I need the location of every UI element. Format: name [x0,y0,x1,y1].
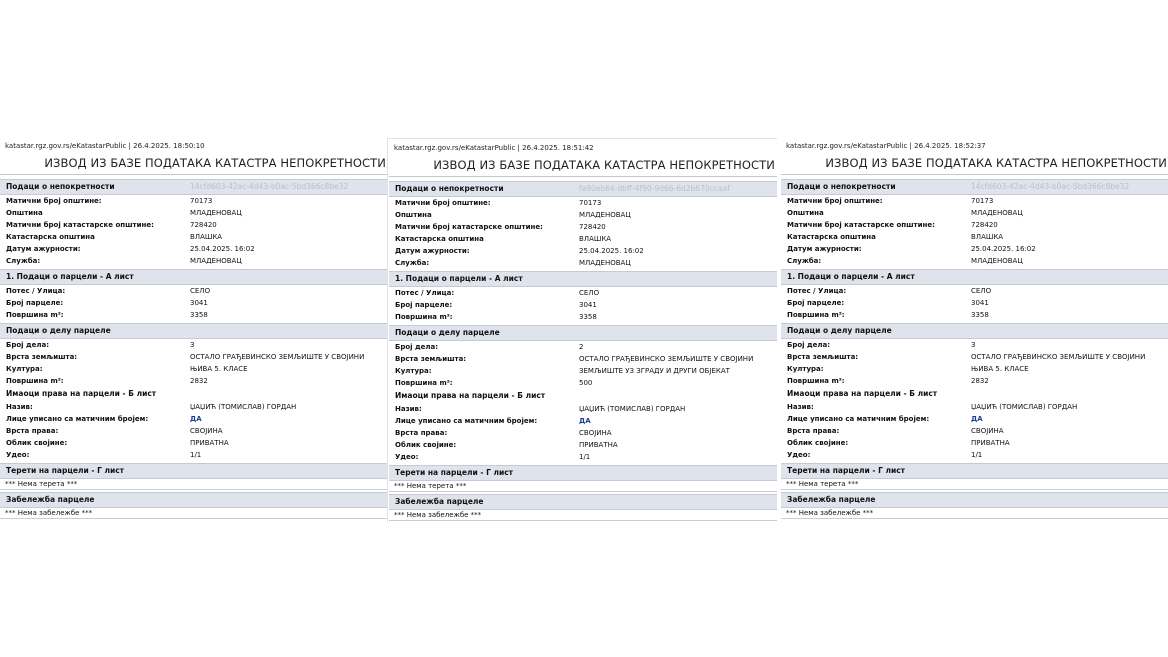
row-service: Служба: МЛАДЕНОВАЦ [6,257,242,265]
row-cadastral-municipality: Катастарска општина ВЛАШКА [787,233,1004,241]
row-municipality: Општина МЛАДЕНОВАЦ [395,211,631,219]
row-municipality: Општина МЛАДЕНОВАЦ [6,209,242,217]
page-header: katastar.rgz.gov.rs/eKatastarPublic | 26.4.2025. 18:50:10 [5,142,205,150]
row-service: Служба: МЛАДЕНОВАЦ [395,259,631,267]
row-culture: Култура: ЊИВА 5. КЛАСЕ [6,365,248,373]
row-cadastral-municipality-id: Матични број катастарске општине: 728420 [395,223,606,231]
row-cadastral-municipality: Катастарска општина ВЛАШКА [6,233,223,241]
row-cadastral-municipality-id: Матични број катастарске општине: 728420 [787,221,998,229]
row-right-type: Врста права: СВОЈИНА [787,427,1004,435]
row-part-area: Површина m²: 500 [395,379,593,387]
row-update-date: Датум ажурности: 25.04.2025. 16:02 [787,245,1036,253]
row-cadastral-municipality-id: Матични број катастарске општине: 728420 [6,221,217,229]
section-parcel-a-sheet: 1. Подаци о парцели - А лист [781,269,1168,285]
row-owner-name: Назив: ЏАЏИЋ (ТОМИСЛАВ) ГОРДАН [787,403,1078,411]
document-uuid: 14cfd603-42ac-4d43-b0ac-5bd366c8be32 [971,182,1130,191]
row-area: Површина m²: 3358 [395,313,597,321]
row-registered-person: Лице уписано са матичним бројем: ДА [787,415,983,423]
row-right-type: Врста права: СВОЈИНА [395,429,612,437]
section-burdens-g-sheet: Терети на парцели - Г лист [781,463,1168,479]
row-municipality-id: Матични број општине: 70173 [395,199,602,207]
section-property-data: Подаци о непокретности 14cfd603-42ac-4d43-b0ac-5bd366c8be32 [781,179,1168,195]
section-rights-holders: Имаоци права на парцели - Б лист [6,389,157,398]
document-title: ИЗВОД ИЗ БАЗЕ ПОДАТАКА КАТАСТРА НЕПОКРЕТНОСТИ [44,156,386,170]
row-area: Површина m²: 3358 [787,311,989,319]
section-property-data: Подаци о непокретности 14cfd603-42ac-4d43-b0ac-5bd366c8be32 [0,179,388,195]
row-part-area: Површина m²: 2832 [6,377,208,385]
row-street: Потес / Улица: СЕЛО [6,287,211,295]
row-municipality-id: Матични број општине: 70173 [787,197,994,205]
row-part-number: Број дела: 3 [787,341,976,349]
section-parcel-part: Подаци о делу парцеле [389,325,777,341]
section-burdens-g-sheet: Терети на парцели - Г лист [389,465,777,481]
row-ownership-form: Облик својине: ПРИВАТНА [6,439,229,447]
section-parcel-part: Подаци о делу парцеле [0,323,388,339]
document-uuid: fa90eb64-dbff-4f90-9d66-6d2b670ccaaf [579,184,730,193]
row-owner-name: Назив: ЏАЏИЋ (ТОМИСЛАВ) ГОРДАН [395,405,686,413]
row-municipality: Општина МЛАДЕНОВАЦ [787,209,1023,217]
section-parcel-a-sheet: 1. Подаци о парцели - А лист [389,271,777,287]
page-header: katastar.rgz.gov.rs/eKatastarPublic | 26.4.2025. 18:52:37 [786,142,986,150]
section-parcel-notes: Забележба парцеле [0,492,388,508]
burdens-note: *** Нема терета *** [781,479,1168,490]
document-title: ИЗВОД ИЗ БАЗЕ ПОДАТАКА КАТАСТРА НЕПОКРЕТНОСТИ [433,158,775,172]
row-update-date: Датум ажурности: 25.04.2025. 16:02 [6,245,255,253]
parcel-notes-note: *** Нема забележбе *** [389,510,777,521]
row-registered-person: Лице уписано са матичним бројем: ДА [6,415,202,423]
row-part-area: Површина m²: 2832 [787,377,989,385]
extract-panel-2 [389,142,777,521]
section-parcel-part: Подаци о делу парцеле [781,323,1168,339]
row-part-number: Број дела: 2 [395,343,584,351]
burdens-note: *** Нема терета *** [0,479,388,490]
row-parcel-number: Број парцеле: 3041 [395,301,597,309]
section-burdens-g-sheet: Терети на парцели - Г лист [0,463,388,479]
section-rights-holders: Имаоци права на парцели - Б лист [787,389,938,398]
row-parcel-number: Број парцеле: 3041 [6,299,208,307]
row-right-type: Врста права: СВОЈИНА [6,427,223,435]
section-parcel-a-sheet: 1. Подаци о парцели - А лист [0,269,388,285]
row-share: Удео: 1/1 [6,451,202,459]
row-update-date: Датум ажурности: 25.04.2025. 16:02 [395,247,644,255]
row-land-type: Врста земљишта: ОСТАЛО ГРАЂЕВИНСКО ЗЕМЉИШТЕ У СВОЈИНИ [6,353,365,361]
row-cadastral-municipality: Катастарска општина ВЛАШКА [395,235,612,243]
section-rights-holders: Имаоци права на парцели - Б лист [395,391,546,400]
row-ownership-form: Облик својине: ПРИВАТНА [787,439,1010,447]
parcel-notes-note: *** Нема забележбе *** [781,508,1168,519]
row-owner-name: Назив: ЏАЏИЋ (ТОМИСЛАВ) ГОРДАН [6,403,297,411]
row-share: Удео: 1/1 [395,453,591,461]
row-parcel-number: Број парцеле: 3041 [787,299,989,307]
row-part-number: Број дела: 3 [6,341,195,349]
row-service: Служба: МЛАДЕНОВАЦ [787,257,1023,265]
section-parcel-notes: Забележба парцеле [781,492,1168,508]
section-property-data: Подаци о непокретности fa90eb64-dbff-4f90-9d66-6d2b670ccaaf [389,181,777,197]
row-land-type: Врста земљишта: ОСТАЛО ГРАЂЕВИНСКО ЗЕМЉИШТЕ У СВОЈИНИ [787,353,1146,361]
extract-panel-1 [0,140,388,519]
burdens-note: *** Нема терета *** [389,481,777,492]
row-registered-person: Лице уписано са матичним бројем: ДА [395,417,591,425]
row-share: Удео: 1/1 [787,451,983,459]
row-street: Потес / Улица: СЕЛО [395,289,600,297]
row-area: Површина m²: 3358 [6,311,208,319]
document-uuid: 14cfd603-42ac-4d43-b0ac-5bd366c8be32 [190,182,349,191]
row-land-type: Врста земљишта: ОСТАЛО ГРАЂЕВИНСКО ЗЕМЉИШТЕ У СВОЈИНИ [395,355,754,363]
row-culture: Култура: ЊИВА 5. КЛАСЕ [787,365,1029,373]
document-title: ИЗВОД ИЗ БАЗЕ ПОДАТАКА КАТАСТРА НЕПОКРЕТНОСТИ [825,156,1167,170]
row-municipality-id: Матични број општине: 70173 [6,197,213,205]
section-parcel-notes: Забележба парцеле [389,494,777,510]
parcel-notes-note: *** Нема забележбе *** [0,508,388,519]
row-culture: Култура: ЗЕМЉИШТЕ УЗ ЗГРАДУ И ДРУГИ ОБЈЕКАТ [395,367,730,375]
row-street: Потес / Улица: СЕЛО [787,287,992,295]
row-ownership-form: Облик својине: ПРИВАТНА [395,441,618,449]
page-header: katastar.rgz.gov.rs/eKatastarPublic | 26.4.2025. 18:51:42 [394,144,594,152]
extract-panel-3 [781,140,1168,519]
